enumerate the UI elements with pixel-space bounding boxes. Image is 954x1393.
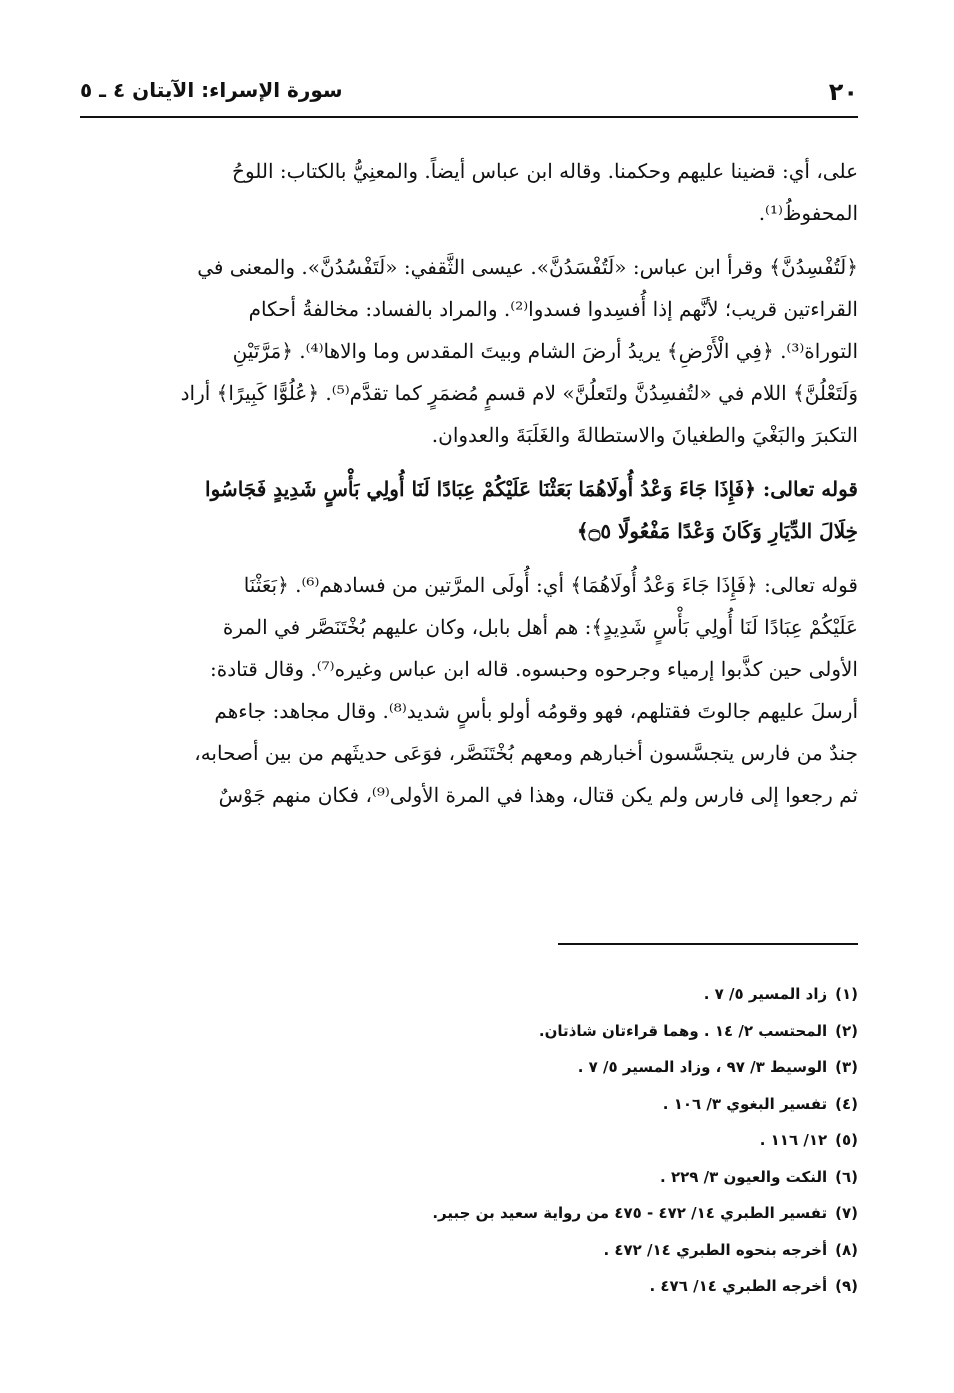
footnote [158,1090,858,1127]
footnote-text: تفسير الطبري ١٤/ ٤٧٢ - ٤٧٥ من رواية سعيد بن جبير. [432,1204,828,1222]
paragraph [80,150,858,234]
footnote-divider [558,943,858,945]
text-line: القراءتين قريب؛ لأنَّهم إذا أُفسِدوا فسدوا⁽²⁾. والمراد بالفساد: مخالفةُ أحكام [248,297,858,321]
footnote-number: (٩) [835,1277,858,1295]
footnote [158,1236,858,1273]
footnote [158,980,858,1017]
text-line: أرسلَ عليهم جالوتَ فقتلهم، فهو وقومُه أولو بأسٍ شديد⁽⁸⁾. وقال مجاهد: جاءهم [214,699,858,723]
text-line: عَلَيْكُمْ عِبَادًا لَنَا أُولِي بَأْسٍ شَدِيدٍ﴾: هم أهل بابل، وكان عليهم بُخْتَنَصَّر في المرة [222,615,858,639]
footnote-number: (٨) [835,1240,858,1259]
text-line: ﴿لَتُفْسِدُنَّ﴾ وقرأ ابن عباس: «لَتُفْسَدُنَّ». عيسى الثَّقفي: «لَتَفْسُدُنَّ». والمعنى في [197,255,858,279]
footnote-text: الوسيط ٣/ ٩٧ ، وزاد المسير ٥/ ٧ . [577,1058,828,1076]
footnote [158,1163,858,1200]
footnote-number: (١) [835,985,858,1003]
text-line: التكبرَ والبَغْيَ والطغيانَ والاستطالةَ والغَلَبَةَ والعدوان. [431,423,858,447]
footnote-number: (٣) [835,1058,858,1076]
verse-paragraph [80,468,858,552]
text-line: قوله تعالى: ﴿فَإِذَا جَاءَ وَعْدُ أُولَاهُمَا﴾ أي: أُولَى المرَّتين من فسادهم⁽⁶⁾. ﴿بَعَثْنَا [243,573,858,597]
footnotes [158,980,858,1309]
footnote-number: (٢) [835,1021,858,1040]
footnote-text: زاد المسير ٥/ ٧ . [703,985,828,1003]
text-line: جندٌ من فارس يتجسَّسون أخبارهم ومعهم بُخْتَنَصَّر، فوَعَى حديثَهم من بين أصحابه، [194,741,858,765]
text-line: التوراة⁽³⁾. ﴿فِي الْأَرْضِ﴾ يريدُ أرضَ الشام وبيتَ المقدس وما والاها⁽⁴⁾. ﴿مَرَّتَيْنِ [232,339,858,363]
page-header [80,70,858,118]
footnote-number: (٥) [835,1131,858,1149]
paragraph [80,246,858,456]
footnote-number: (٦) [835,1167,858,1186]
text-line: خِلَالَ الدِّيَارِ وَكَانَ وَعْدًا مَفْعُولًا ۝٥﴾ [576,519,858,543]
footnote-text: أخرجه الطبري ١٤/ ٤٧٦ . [649,1277,828,1295]
footnote [158,1017,858,1054]
page-number: ٢٠ [828,78,858,106]
footnote [158,1053,858,1090]
footnote-text: ١٢/ ١١٦ . [759,1131,828,1149]
footnote [158,1199,858,1236]
running-title: سورة الإسراء: الآيتان ٤ ـ ٥ [80,78,343,102]
footnote-text: تفسير البغوي ٣/ ١٠٦ . [662,1094,828,1113]
footnote [158,1272,858,1309]
text-line: المحفوظُ⁽¹⁾. [758,201,858,225]
text-line: وَلَتَعْلُنَّ﴾ اللام في «لتُفسِدُنَّ ولتَعلُنَّ» لام قسمٍ مُضمَرٍ كما تقدَّم⁽⁵⁾. ﴿عُلُوًّا كَبِيرًا﴾ أراد [180,381,858,405]
text-line: قوله تعالى: ﴿فَإِذَا جَاءَ وَعْدُ أُولَاهُمَا بَعَثْنَا عَلَيْكُمْ عِبَادًا لَنَا أُولِي بَأْسٍ شَدِيدٍ فَجَاسُوا [205,477,858,501]
footnote-text: النكت والعيون ٣/ ٢٢٩ . [660,1167,828,1186]
main-text [80,150,858,828]
paragraph [80,564,858,816]
footnote-text: أخرجه بنحوه الطبري ١٤/ ٤٧٢ . [603,1240,828,1259]
footnote-text: المحتسب ٢/ ١٤ . وهما قراءتان شاذتان. [538,1021,828,1040]
text-line: الأولى حين كذَّبوا إرمياء وجرحوه وحبسوه. قاله ابن عباس وغيره⁽⁷⁾. وقال قتادة: [209,657,858,681]
footnote-number: (٧) [835,1204,858,1222]
footnote [158,1126,858,1163]
text-line: ثم رجعوا إلى فارس ولم يكن قتال، وهذا في المرة الأولى⁽⁹⁾، فكان منهم جَوْسٌ [218,783,858,807]
footnote-number: (٤) [835,1094,858,1113]
text-line: على، أي: قضينا عليهم وحكمنا. وقاله ابن عباس أيضاً. والمعنِيُّ بالكتاب: اللوحُ [232,159,858,183]
